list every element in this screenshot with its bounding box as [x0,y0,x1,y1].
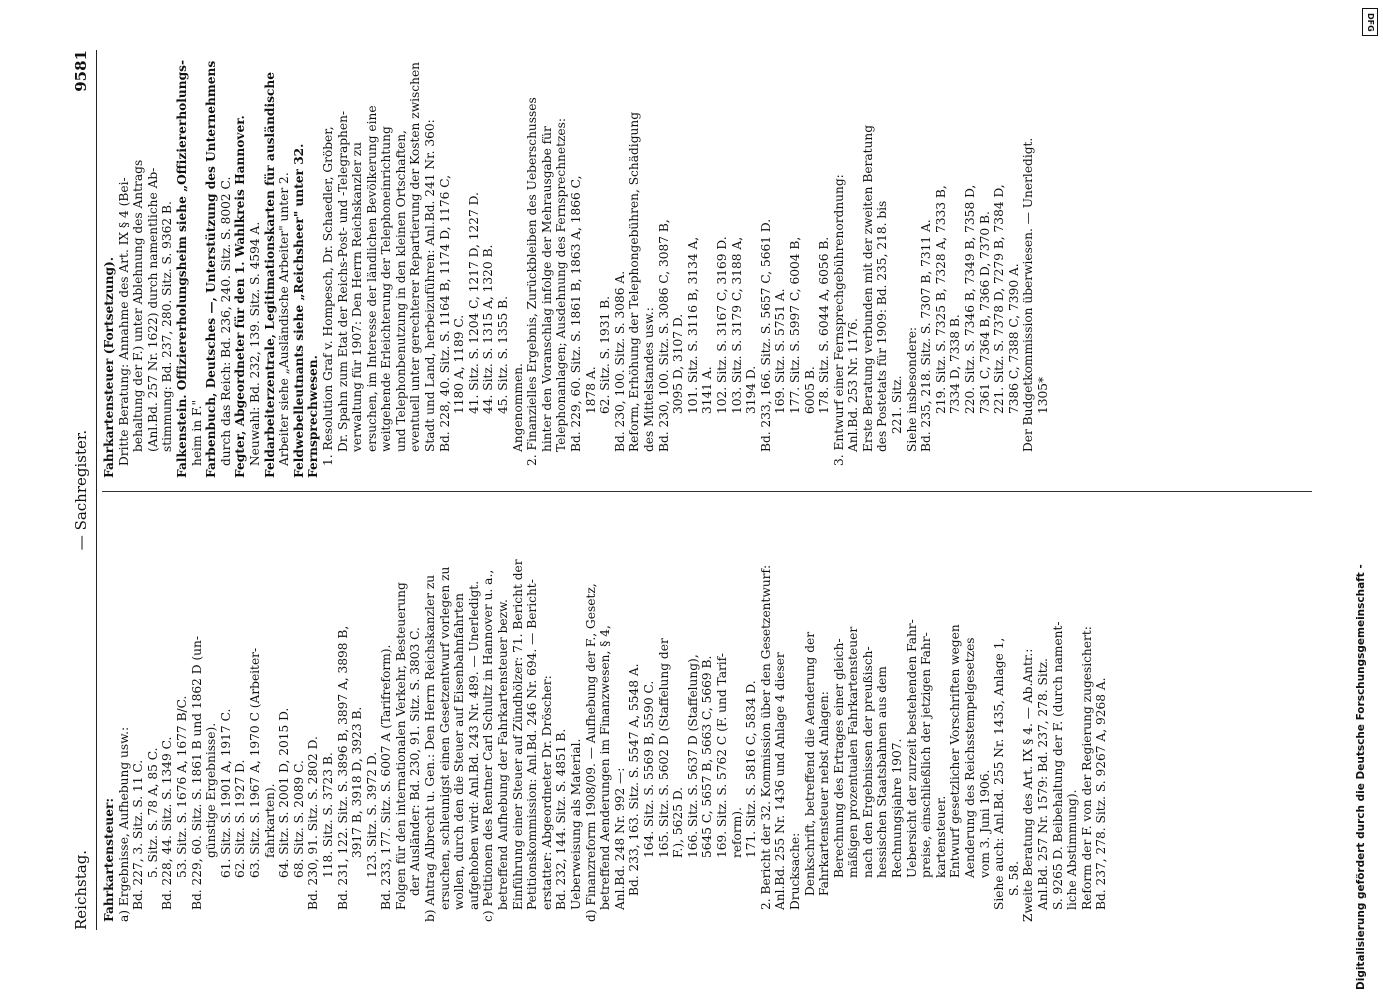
index-line: Berechnung des Ertrages einer gleich- [831,638,846,878]
index-line: eventuell unter gerechterer Repartierung der Kosten zwischen [408,61,423,452]
index-line: stimmung: Bd. 237, 280. Sitz. S. 9362 B. [160,201,175,452]
index-line: Denkschrift, betreffend die Aenderung der [802,631,817,896]
index-line: 169. Sitz. S. 5762 C (F. und Tarif- [714,653,729,858]
index-line: Stadt und Land, herbeizuführen: Anl.Bd. 241 Nr. 360: [423,119,438,452]
index-line: 44. Sitz. S. 1315 A, 1320 B. [481,244,496,414]
right-column [102,58,1317,478]
index-line: Bd. 230, 100. Sitz. S. 3086 C, 3087 B, [656,219,671,452]
index-line: Anl.Bd. 253 Nr. 1176. [846,318,861,452]
index-line: 169. Sitz. S. 5751 A. [773,288,788,414]
index-line: S. 58. [1006,860,1021,896]
index-line: (Anl.Bd. 257 Nr. 1622) durch namentliche Ab- [145,167,160,452]
index-line: Folgen für den internationalen Verkehr, Besteuerung [393,582,408,910]
rotated-document-page [72,50,1332,930]
index-line: wollen, durch den die Steuer auf Eisenbahnfahrten [452,593,467,910]
index-line: 6005 B. [802,366,817,414]
index-line: fahrkarten). [262,783,277,858]
index-line: durch das Reich: Bd. 236, 240. Sitz. S. 8002 C. [218,176,233,466]
index-line: reform). [729,807,744,858]
index-line: Dr. Spahn zum Etat der Reichs-Post- und -Telegraphen- [335,110,350,452]
index-line: Bd. 229, 60. Sitz. S. 1861 B und 1862 D (un- [189,636,204,910]
index-line: Einführung einer Steuer auf Zündhölzer: 71. Bericht der [510,559,525,910]
index-line: des Postetats für 1909: Bd. 235, 218. bis [875,200,890,452]
index-line: Anl.Bd. 257 Nr. 1579: Bd. 237, 278. Sitz. [1036,658,1050,910]
index-line: vom 3. Juni 1906. [977,769,992,878]
index-line: Bd. 229, 60. Sitz. S. 1861 B, 1863 A, 1866 C, [569,175,583,452]
index-line: ersuchen, schleunigst einen Gesetzentwurf vorlegen zu [437,566,452,910]
index-line: 5. Sitz. S. 78 A, 85 C. [145,747,160,878]
index-line: Neuwahl: Bd. 232, 139. Sitz. S. 4594 A. [247,221,262,466]
index-line: Reform, Erhöhung der Telephongebühren, Schädigung [627,112,642,452]
index-line: Dritte Beratung: Annahme des Art. IX § 4 (Bei- [116,177,131,466]
index-line: Anl.Bd. 255 Nr. 1436 und Anlage 4 dieser [773,652,788,910]
index-line: Uebersicht der zurzeit bestehenden Fahr- [904,619,919,878]
index-line: 1180 A, 1189 C. [452,314,467,414]
index-line: Telephonanlagen; Ausdehnung des Fernsprechnetzes: [554,117,569,452]
index-line: hinter den Voranschlag infolge der Mehrausgabe für [539,126,554,452]
index-line: b) Antrag Albrecht u. Gen.: Den Herrn Reichskanzler zu [423,574,438,922]
index-line: und Telephonbenutzung in den kleinen Ortschaften, [393,130,408,452]
column-divider [102,491,1312,492]
index-line: 2. Bericht der 32. Kommission über den Gesetzentwurf: [758,564,773,910]
index-line: 171. Sitz. S. 5816 C, 5834 D. [744,680,759,858]
index-line: behaltung der F.) unter Ablehnung des Antrags [131,159,146,452]
header-left: Reichstag. [72,849,90,930]
index-line: 3917 B, 3918 D, 3923 B. [350,706,365,858]
index-line: 118. Sitz. S. 3723 B. [320,752,335,878]
index-line: des Mittelstandes usw.: [641,307,656,452]
index-line: betreffend Aenderungen im Finanzwesen, § 4, [598,625,613,910]
index-line: Bd. 230, 91. Sitz. S. 2802 D. [306,736,321,910]
index-line: erstatter: Abgeordneter Dr. Dröscher: [539,675,554,910]
index-line: 101. Sitz. S. 3116 B, 3134 A, [685,236,700,414]
index-line: Bd. 230, 100. Sitz. S. 3086 A. [612,270,627,452]
index-line: günstige Ergebnisse). [204,722,219,858]
index-line: Zweite Beratung des Art. IX § 4. — Ab.Antr.: [1021,648,1036,922]
index-line: verwaltung für 1907: Den Herrn Reichskanzler zu [350,142,365,452]
index-line: Feldarbeiterzentrale, Legitimationskarten für ausländische [262,72,277,478]
header-rule [96,50,97,930]
index-line: Ueberweisung als Material. [569,738,583,910]
index-line: Bd. 227, 3. Sitz. S. 11 C. [131,759,146,910]
index-line: 177. Sitz. S. 5997 C, 6004 B, [787,236,802,414]
index-line: Siehe insbesondere: [904,326,919,452]
index-line: Bd. 233, 166. Sitz. S. 5657 C, 5661 D. [758,218,773,452]
index-line: 7334 D, 7338 B. [948,314,963,414]
index-line: 62. Sitz. S. 1927 D. [233,759,248,878]
index-line: weitgehende Erleichterung der Telephoneinrichtung [379,126,394,452]
index-line: heim in F." [189,399,204,466]
index-line: kartensteuer. [933,795,948,878]
index-line: 3095 D, 3107 D. [671,313,686,414]
page-number: 9581 [72,50,90,92]
index-line: mäßigen prozentualen Fahrkartensteuer [846,626,861,878]
index-line: 165. Sitz. S. 5602 D (Staffelung der [656,638,671,858]
index-line: Bd. 235, 218. Sitz. S. 7307 B, 7311 A. [919,219,934,452]
index-line: Siehe auch: Anl.Bd. 255 Nr. 1435, Anlage 1, [992,637,1007,910]
index-line: Bd. 231, 122. Sitz. S. 3896 B, 3897 A, 3898 B, [335,625,350,910]
index-line: 3194 D. [744,365,759,414]
index-line: 3. Entwurf einer Fernsprechgebührenordnung: [831,174,846,466]
index-line: 103. Sitz. S. 3179 C, 3188 A, [729,236,744,414]
index-line: Bd. 228, 40. Sitz. S. 1164 B, 1174 D, 1176 C, [437,175,452,452]
index-line: Fernsprechwesen. [306,355,321,478]
index-line: 123. Sitz. S. 3972 D. [364,751,379,878]
index-line: Erste Beratung verbunden mit der zweiten Beratung [860,124,875,452]
index-line: Bd. 232, 144. Sitz. S. 4851 B. [554,728,569,910]
index-line: F.), 5625 D. [671,786,686,858]
index-line: 3141 A. [700,366,715,414]
index-line: Angenommen. [510,363,525,452]
index-line: 5645 C, 5657 B, 5663 C, 5669 B. [700,655,715,858]
index-line: 63. Sitz. S. 1967 A, 1970 C (Arbeiter- [247,647,262,878]
index-line: Rechnungsjahre 1907. [890,738,905,878]
index-line: S. 9265 D. Beibehaltung der F. (durch nament- [1050,621,1065,910]
index-line: 1. Resolution Graf v. Hompesch, Dr. Schaedler, Gröber, [320,126,335,466]
index-line: Reform der F. von der Regierung zugesichert: [1079,626,1094,910]
index-line: c) Petitionen des Rentner Carl Schultz in Hannover u. a., [481,569,496,922]
index-line: 1878 A. [583,366,598,414]
index-line: ersuchen, im Interesse der ländlichen Bevölkerung eine [364,105,379,452]
index-line: 2. Finanzielles Ergebnis, Zurückbleiben des Ueberschusses [525,97,540,466]
index-line: nach den Ergebnissen der preußisch- [860,646,875,878]
index-line: der Ausländer: Bd. 230, 91. Sitz. S. 3803 C. [408,627,423,896]
index-line: Aenderung des Reichsstempelgesetzes [963,637,978,878]
index-line: 166. Sitz. S. 5637 D (Staffelung), [685,654,700,858]
index-line: Fahrkartensteuer: [102,798,116,922]
index-line: 220. Sitz. S. 7346 B, 7349 B, 7358 D, [963,184,978,414]
index-line: Petitionskommission: Anl.Bd. 246 Nr. 694. — Bericht- [525,579,540,910]
index-line: 45. Sitz. S. 1355 B. [496,296,511,414]
index-line: preise, einschließlich der jetzigen Fahr- [919,632,934,878]
index-line: Der Budgetkommission überwiesen. — Unerledigt. [1021,137,1036,452]
index-line: 178. Sitz. S. 6044 A, 6056 B. [817,236,832,414]
index-line: Bd. 237, 278. Sitz. S. 9267 A, 9268 A. [1094,677,1109,910]
index-line: Fahrkartensteuer (Fortsetzung). [102,256,116,478]
index-line: aufgehoben wird: Anl.Bd. 243 Nr. 489. — Unerledigt. [466,580,481,910]
index-line: 221. Sitz. S. 7378 D, 7279 B, 7384 D, [992,184,1007,414]
index-line: 41. Sitz. S. 1204 C, 1217 D, 1227 D. [466,192,481,414]
index-line: Farbenbuch, Deutsches —, Unterstützung des Unternehmens [204,60,219,478]
index-line: a) Ergebnisse, Aufhebung usw.: [116,726,131,922]
index-line: Fegter, Abgeordneter für den 1. Wahlkreis Hannover. [233,115,248,478]
index-line: Bd. 228, 44. Sitz. S. 1349 C. [160,736,175,910]
index-line: 7361 C, 7364 B, 7366 D, 7370 B. [977,211,992,414]
digitization-credit: Digitalisierung gefördert durch die Deutsche Forschungsgemeinschaft - [1355,564,1367,990]
index-line: Arbeiter siehe „Ausländische Arbeiter" unter 2. [277,172,292,466]
index-line: Falkenstein. Offiziererholungsheim siehe „Offiziererholungs- [174,59,189,478]
index-line: 68. Sitz. S. 2089 C. [291,760,306,878]
index-line: 61. Sitz. S. 1901 A, 1917 C. [218,708,233,878]
index-line: Bd. 233, 177. Sitz. S. 6007 A (Tarifreform). [379,644,394,910]
index-line: betreffend Aufhebung der Fahrkartensteuer bezw. [496,599,511,910]
index-line: 102. Sitz. S. 3167 C, 3169 D. [714,236,729,414]
dfg-logo: DFG [1362,8,1378,36]
index-line: 64. Sitz. S. 2001 D, 2015 D. [277,707,292,878]
index-line: liche Abstimmung). [1065,789,1080,910]
index-line: 164. Sitz. S. 5569 B, 5590 C. [641,680,656,858]
index-line: Entwurf gesetzlicher Vorschriften wegen [948,624,963,878]
index-line: Anl.Bd. 248 Nr. 992 —: [612,767,627,910]
index-line: hessischen Staatsbahnen aus dem [875,666,890,878]
index-line: 53. Sitz. S. 1676 A, 1677 B/C. [174,695,189,878]
index-line: 7386 C, 7388 C, 7390 A. [1006,263,1021,414]
index-line: 219. Sitz. S. 7325 B, 7328 A, 7333 B, [933,185,948,414]
index-line: 221. Sitz. [890,375,905,434]
index-line: Drucksache: [787,832,802,910]
index-line: Feldwebelleutnants siehe „Reichsheer" unter 32. [291,143,306,478]
index-line: Fahrkartensteuer nebst Anlagen: [817,691,832,896]
header-center: — Sachregister. [72,429,90,551]
index-line: Bd. 233, 163. Sitz. S. 5547 A, 5548 A. [627,663,642,896]
running-header [72,50,92,930]
index-line: d) Finanzreform 1908/09. — Aufhebung der F., Gesetz, [583,583,598,922]
left-column [102,502,1317,922]
index-line: 1305* [1036,376,1050,414]
index-line: 62. Sitz. S. 1931 B. [598,296,613,414]
